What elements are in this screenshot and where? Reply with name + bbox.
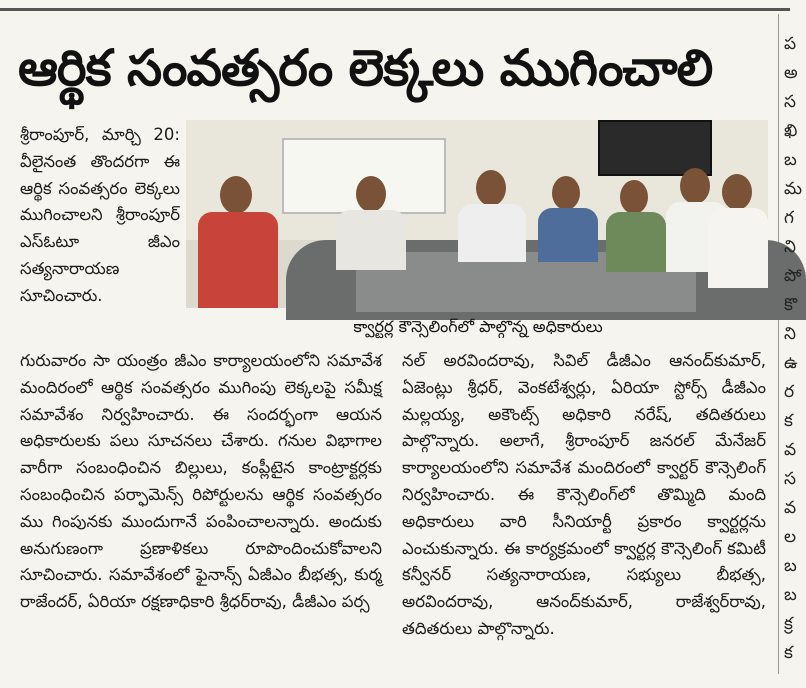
meeting-photo [186,120,768,308]
adjacent-fragment-16: వ [784,498,797,518]
photo-caption: క్వార్టర్ల కౌన్సెలింగ్‌లో పాల్గొన్న అధికారులు [353,317,603,336]
adjacent-fragment-2: స [784,92,796,112]
adjacent-fragment-15: స [784,469,796,489]
adjacent-fragment-11: ఉ [784,353,798,373]
adjacent-fragment-14: వ [784,440,797,460]
adjacent-article-fragment [784,30,800,668]
adjacent-fragment-20: క్ర [784,614,793,634]
adjacent-fragment-1: అ [784,63,798,83]
top-rule [0,8,790,11]
article-column-right: నల్ అరవిందరావు, సివిల్ డీజీఎం ఆనంద్‌కుమార్, ఏజెంట్లు శ్రీధర్, వెంకటేశ్వర్లు, ఏరియా స్టోర్స్ డీజీఎం మల్లయ్య, అకౌంట్స్ అధికారి నరేష్, తదితరులు పాల్గొన్నారు. అలాగే, శ్రీరాంపూర్ జనరల్ మేనేజర్ కార్యాలయంలోని సమావేశ మందిరంలో క్వార్టర్ కౌన్సెలింగ్ నిర్వహించారు. ఈ కౌన్సెలింగ్‌లో తొమ్మిది మంది అధికారులు వారి సీనియార్టీ ప్రకారం క్వార్టర్లను ఎంచుకున్నారు. ఈ కార్యక్రమంలో క్వార్టర్ల కౌన్సెలింగ్ కమిటీ కన్వీనర్ సత్యనారాయణ, సభ్యులు బీభత్స, అరవిందరావు, ఆనంద్‌కుమార్, రాజేశ్వర్‌రావు, తదితరులు పాల్గొన్నారు. [402,351,766,638]
adjacent-fragment-18: బ [784,556,797,576]
adjacent-fragment-13: క [784,411,793,431]
article-column-left: గురువారం సా యంత్రం జీఎం కార్యాలయంలోని సమావేశ మందిరంలో ఆర్థిక సంవత్సరం ముగింపు లెక్కలపై సమీక్ష సమావేశం నిర్వహించారు. ఈ సందర్భంగా ఆయన అధికారులకు పలు సూచనలు చేశారు. గనుల విభాగాల వారీగా సంబంధించిన బిల్లులు, కంప్లీటైన కాంట్రాక్టర్లకు సంబంధించిన పర్ఫామెన్స్ రిపోర్టులను ఆర్థిక సంవత్సరం ము గింపునకు ముందుగానే పంపించాలన్నారు. అందుకు అనుగుణంగా ప్రణాళికలు రూపొందించుకోవాలని సూచించారు. సమావేశంలో ఫైనాన్స్ ఏజీఎం బీభత్స, కుర్మ రాజేందర్, ఏరియా రక్షణాధికారి శ్రీధర్‌రావు, డీజీఎం పర్స [20,351,382,612]
adjacent-fragment-4: బ [784,150,797,170]
adjacent-fragment-6: గ [784,208,794,228]
adjacent-fragment-7: ని [784,237,796,257]
adjacent-fragment-5: మ [784,179,802,199]
adjacent-fragment-12: ర [784,382,795,402]
adjacent-fragment-8: పో [784,266,802,286]
intro-paragraph: శ్రీరాంపూర్, మార్చి 20: వీలైనంత తొందరగా ఈ ఆర్థిక సంవత్సరం లెక్కలు ముగించాలని శ్రీరాంపూర్ ఎస్ఓటూ జీఎం సత్యనారాయణ సూచించారు. [20,125,180,305]
adjacent-fragment-3: ఖి [784,121,798,141]
adjacent-fragment-10: ని [784,324,796,344]
adjacent-fragment-19: బ [784,585,797,605]
column-divider [778,14,779,674]
adjacent-fragment-9: కొ [784,295,798,315]
adjacent-fragment-17: ల [784,527,797,547]
headline: ఆర్థిక సంవత్సరం లెక్కలు ముగించాలి [18,39,713,97]
adjacent-fragment-21: క [784,643,793,663]
adjacent-fragment-0: ప [784,34,797,54]
